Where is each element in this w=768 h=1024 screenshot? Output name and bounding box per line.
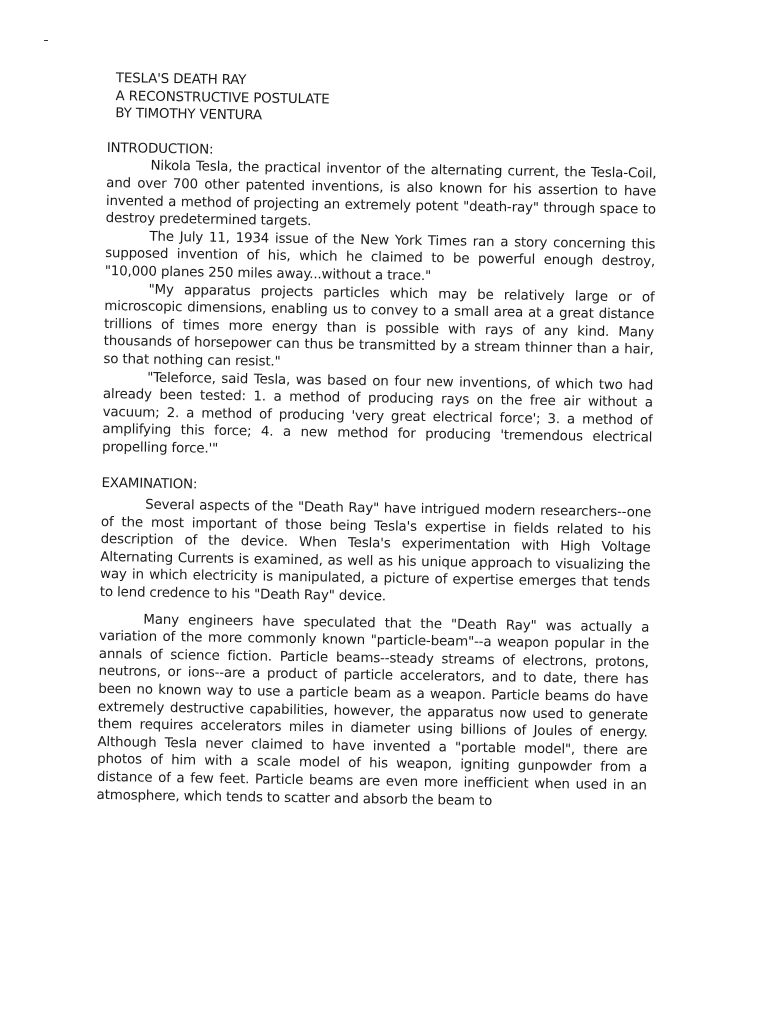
examination-paragraph: Several aspects of the "Death Ray" have intrigued modern researchers--one of the most important of those being Tesla's expertise in fields related to his description of the device. When Tesla's experimentation with High Voltage Alternating Currents is examined, as well as his unique approach to visualizing the way in which electricity is manipulated, a picture of expertise emerges that tends to lend credence to his "Death Ray" device. [99,497,652,605]
introduction-paragraph: "Teleforce, said Tesla, was based on four new inventions, of which two had already been tested: 1. a method of producing rays on the free air without a vacuum; 2. a method of producing 'very great electrical force'; 3. a method of amplifying this force; 4. a new method for producing 'tremendous electrical propelling force.'" [101,370,654,457]
introduction-heading: INTRODUCTION: [106,140,214,158]
document-body [96,70,657,813]
document-subtitle: A RECONSTRUCTIVE POSTULATE [115,88,330,108]
examination-paragraph: Many engineers have speculated that the "Death Ray" was actually a variation of the more commonly known "particle-beam"--a weapon popular in the annals of science fiction. Particle beams--steady streams of electrons, protons, neutrons, or ions--are a product of particle accelerators, and to date, there has been no known way to use a particle beam as a weapon. Particle beams do have extremely destructive capabilities, however, the apparatus now used to generate them requires accelerators miles in diameter using billions of Joules of energy. Although Tesla never claimed to have invented a "portable model", there are photos of him with a scale model of his weapon, igniting gunpowder from a distance of a few feet. Particle beams are even more inefficient when used in an atmosphere, which tends to scatter and absorb the beam to [96,612,650,809]
document-title: TESLA'S DEATH RAY [115,71,247,89]
introduction-paragraph: The July 11, 1934 issue of the New York Times ran a story concerning this supposed invention of his, which he claimed to be powerful enough destroy, "10,000 planes 250 miles away...without a trace." [104,229,656,285]
scan-speck [44,40,48,41]
examination-heading: EXAMINATION: [101,476,198,493]
introduction-paragraph: Nikola Tesla, the practical inventor of the alternating current, the Tesla-Coil, and over 700 other patented inventions, is also known for his assertion to have invented a method of projecting an extremely potent "death-ray" through space to destroy predetermined targets. [105,159,657,230]
introduction-paragraph: "My apparatus projects particles which may be relatively large or of microscopic dimensions, enabling us to convey to a small area at a great distance trillions of times more energy than is possible with rays of any kind. Many thousands of horsepower can thus be transmitted by a stream thinner than a hair, so that nothing can resist." [103,282,655,370]
document-author: BY TIMOTHY VENTURA [115,106,263,124]
